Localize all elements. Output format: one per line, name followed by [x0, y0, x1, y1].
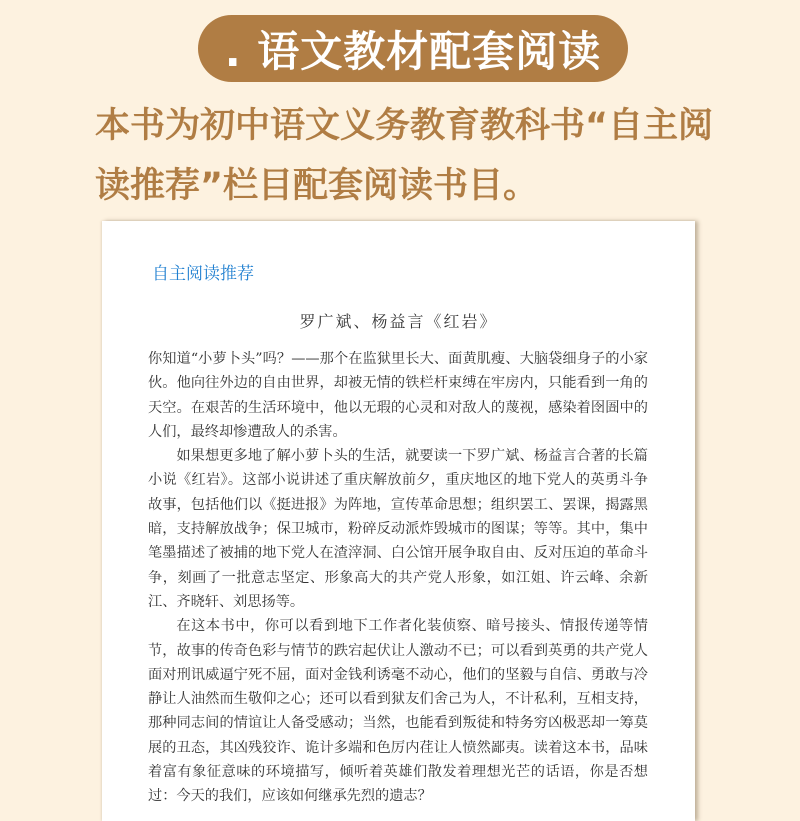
- body-text: [148, 347, 648, 809]
- paragraph: 在这本书中，你可以看到地下工作者化装侦察、暗号接头、情报传递等情节，故事的传奇色彩与情节的跌宕起伏让人激动不已；可以看到英勇的共产党人面对刑讯威逼宁死不屈，面对金钱利诱毫不动心，他们的坚毅与自信、勇敢与冷静让人油然而生敬仰之心；还可以看到狱友们舍己为人，不计私利，互相支持，那种同志间的情谊让人备受感动；当然，也能看到叛徒和特务穷凶极恶却一筹莫展的丑态，其凶残狡诈、诡计多端和色厉内荏让人愤然鄙夷。读着这本书，品味着富有象征意味的环境描写，倾听着英雄们散发着理想光芒的话语，你是否想过：今天的我们，应该如何继承先烈的遗志？: [148, 618, 648, 805]
- section-title: 自主阅读推荐: [152, 264, 254, 284]
- section-banner: [198, 15, 628, 82]
- banner-title: . 语文教材配套阅读: [224, 26, 602, 76]
- paragraph: 你知道“小萝卜头”吗？——那个在监狱里长大、面黄肌瘦、大脑袋细身子的小家伙。他向往外边的自由世界，却被无情的铁栏杆束缚在牢房内，只能看到一角的天空。在艰苦的生活环境中，他以无瑕的心灵和对敌人的蔑视，感染着囹圄中的人们，最终却惨遭敌人的杀害。: [148, 351, 648, 440]
- book-title: 罗广斌、杨益言《红岩》: [299, 312, 498, 331]
- paragraph: 如果想更多地了解小萝卜头的生活，就要读一下罗广斌、杨益言合著的长篇小说《红岩》。这部小说讲述了重庆解放前夕，重庆地区的地下党人的英勇斗争故事，包括他们以《挺进报》为阵地，宣传革命思想；组织罢工、罢课，揭露黑暗，支持解放战争；保卫城市，粉碎反动派炸毁城市的图谋；等等。其中，集中笔墨描述了被捕的地下党人在渣滓洞、白公馆开展争取自由、反对压迫的革命斗争，刻画了一批意志坚定、形象高大的共产党人形象，如江姐、许云峰、余新江、齐晓轩、刘思扬等。: [148, 448, 648, 610]
- intro-text: 本书为初中语文义务教育教科书“自主阅读推荐”栏目配套阅读书目。: [95, 106, 714, 206]
- book-page-card: [102, 221, 695, 821]
